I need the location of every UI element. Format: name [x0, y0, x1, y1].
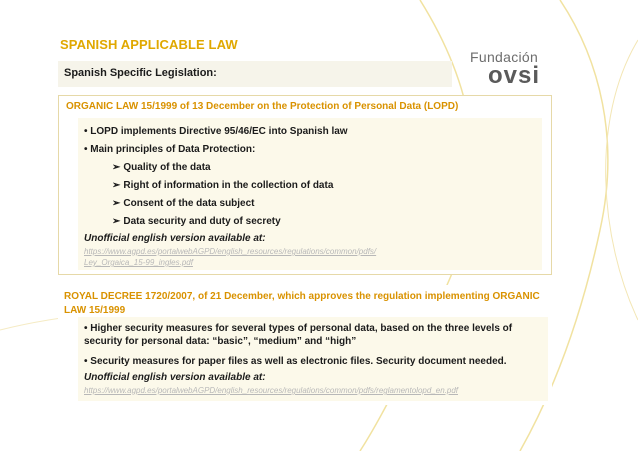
- section-organic-law-header: ORGANIC LAW 15/1999 of 13 December on the Protection of Personal Data (LOPD): [66, 101, 459, 112]
- arrow-bullet-icon: ➢: [112, 180, 121, 191]
- decree-link[interactable]: https://www.agpd.es/portalwebAGPD/english_resources/regulations/common/pdfs/reglamentolopd_en.pdf: [84, 386, 458, 395]
- lopd-link-line-1[interactable]: https://www.agpd.es/portalwebAGPD/english_resources/regulations/common/pdfs/: [84, 247, 377, 256]
- principle-item: ➢ Right of information in the collection of data: [112, 180, 334, 191]
- lopd-bullet-principles: • Main principles of Data Protection:: [84, 144, 256, 155]
- lopd-bullet-directive: • LOPD implements Directive 95/46/EC into Spanish law: [84, 126, 348, 137]
- logo-text-top: Fundación: [470, 49, 539, 65]
- arrow-bullet-icon: ➢: [112, 198, 121, 209]
- logo-text-bottom: ovsi: [488, 62, 541, 89]
- page-title: SPANISH APPLICABLE LAW: [60, 37, 238, 52]
- section-royal-decree-header: ROYAL DECREE 1720/2007, of 21 December, which approves the regulation implementing ORGANIC LAW 15/1999: [64, 291, 540, 316]
- decree-bullet-security-levels: • Higher security measures for several types of personal data, based on the three levels of security for personal data: “basic”, “medium” and “high”: [84, 323, 513, 347]
- principle-item: ➢ Consent of the data subject: [112, 198, 255, 209]
- lopd-link-line-2[interactable]: Ley_Orgaica_15-99_ingles.pdf: [84, 258, 193, 267]
- page-subtitle: Spanish Specific Legislation:: [64, 67, 217, 79]
- principle-item: ➢ Data security and duty of secrety: [112, 216, 281, 227]
- decree-bullet-paper-files: • Security measures for paper files as well as electronic files. Security document needed.: [84, 356, 507, 367]
- arrow-bullet-icon: ➢: [112, 216, 121, 227]
- arrow-bullet-icon: ➢: [112, 162, 121, 173]
- principle-item: ➢ Quality of the data: [112, 162, 211, 173]
- decree-unofficial-label: Unofficial english version available at:: [84, 372, 266, 383]
- lopd-unofficial-label: Unofficial english version available at:: [84, 233, 266, 244]
